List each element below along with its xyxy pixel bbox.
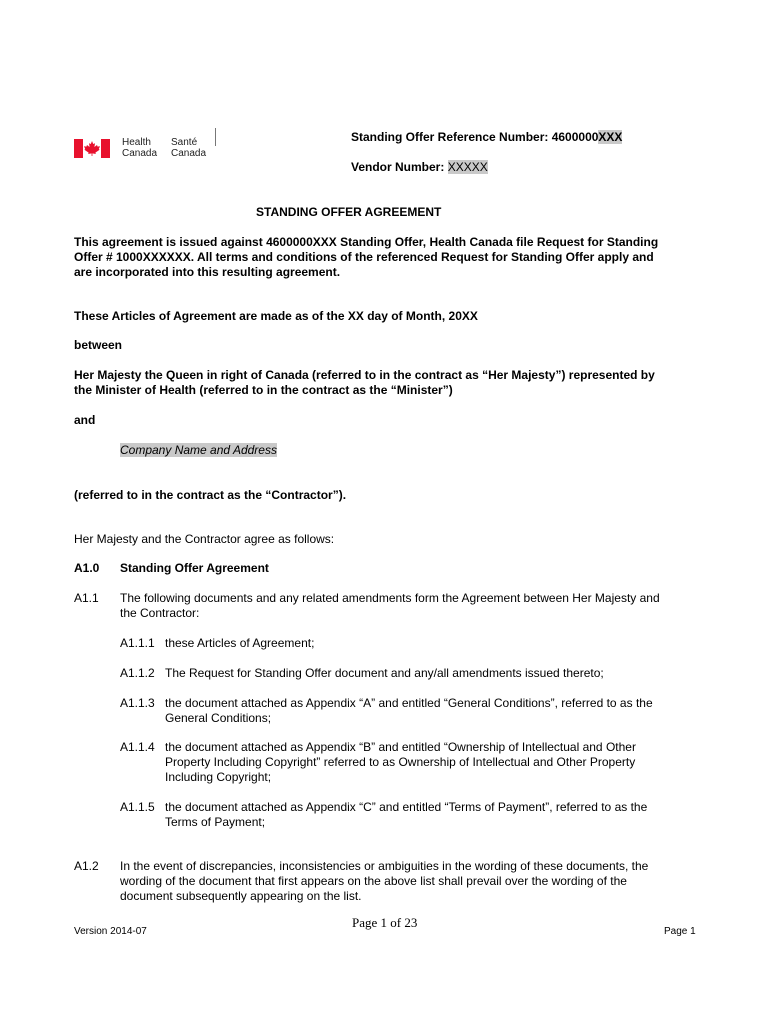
a12-line1: In the event of discrepancies, inconsistencies or ambiguities in the wording of these documents, the	[120, 859, 649, 873]
party1-line1: Her Majesty the Queen in right of Canada (referred to in the contract as “Her Majesty”) represented by	[74, 368, 655, 382]
clause-a12-text	[120, 859, 695, 904]
item-line1: the document attached as Appendix “A” and entitled “General Conditions”, referred to as the	[165, 696, 653, 710]
list-item	[165, 666, 695, 681]
contractor-reference: (referred to in the contract as the “Contractor”).	[74, 488, 347, 502]
clause-a12-number: A1.2	[74, 859, 99, 873]
company-placeholder-text: Company Name and Address	[120, 443, 277, 457]
logo-english-line2: Canada	[122, 148, 158, 159]
item-line2: Property Including Copyright” referred to as Ownership of Intellectual and Other Property	[165, 755, 636, 769]
logo-french-line2: Canada	[171, 148, 207, 159]
agreement-statement: Her Majesty and the Contractor agree as follows:	[74, 532, 335, 546]
footer-version: Version 2014-07	[74, 926, 147, 937]
reference-highlight: XXX	[598, 130, 623, 144]
intro-line3: are incorporated into this resulting agreement.	[74, 265, 341, 279]
party1-line2: the Minister of Health (referred to in the contract as the “Minister”)	[74, 383, 453, 397]
clause-a11-number: A1.1	[74, 591, 99, 605]
item-line1: these Articles of Agreement;	[165, 636, 315, 650]
intro-line1: This agreement is issued against 4600000XXX Standing Offer, Health Canada file Request for Standing	[74, 235, 659, 249]
footer-page-number: Page 1	[664, 926, 696, 937]
section-title: Standing Offer Agreement	[120, 561, 269, 575]
item-line2: Terms of Payment;	[165, 815, 266, 829]
item-line2: General Conditions;	[165, 711, 272, 725]
vendor-number	[351, 160, 488, 175]
item-number: A1.1.2	[120, 666, 155, 680]
item-number: A1.1.3	[120, 696, 155, 710]
a11-line2: the Contractor:	[120, 606, 200, 620]
flag-bar-left	[74, 139, 83, 158]
maple-leaf-icon	[84, 141, 100, 156]
standing-offer-reference	[351, 130, 622, 145]
flag-bar-right	[101, 139, 110, 158]
section-number: A1.0	[74, 561, 100, 575]
a12-line3: document subsequently appearing on the list.	[120, 889, 362, 903]
logo-english-line1: Health	[122, 137, 151, 148]
a12-line2: wording of the document that first appears on the above list shall prevail over the wording of the	[120, 874, 627, 888]
vendor-highlight: XXXXX	[447, 160, 488, 174]
logo-french	[171, 137, 206, 159]
item-line1: the document attached as Appendix “C” and entitled “Terms of Payment”, referred to as the	[165, 800, 648, 814]
and-label: and	[74, 413, 96, 427]
between-label: between	[74, 338, 123, 352]
intro-line2: Offer # 1000XXXXXX. All terms and conditions of the referenced Request for Standing Offer apply and	[74, 250, 654, 264]
list-item	[165, 800, 695, 830]
footer-page-of: Page 1 of 23	[352, 915, 418, 930]
list-item	[165, 636, 695, 651]
party-her-majesty	[74, 368, 694, 398]
item-line3: Including Copyright;	[165, 770, 272, 784]
reference-label: Standing Offer Reference Number: 4600000	[351, 130, 599, 144]
list-item	[165, 696, 695, 726]
page-title: STANDING OFFER AGREEMENT	[256, 205, 442, 219]
clause-a11-text	[120, 591, 695, 621]
item-line1: the document attached as Appendix “B” and entitled “Ownership of Intellectual and Other	[165, 740, 636, 754]
articles-date: These Articles of Agreement are made as of the XX day of Month, 20XX	[74, 309, 478, 323]
item-number: A1.1.1	[120, 636, 155, 650]
a11-line1: The following documents and any related amendments form the Agreement between Her Majesty and	[120, 591, 660, 605]
intro-paragraph	[74, 235, 694, 280]
logo-divider	[215, 128, 216, 146]
item-line1: The Request for Standing Offer document and any/all amendments issued thereto;	[165, 666, 604, 680]
logo-french-line1: Santé	[171, 137, 198, 148]
item-number: A1.1.5	[120, 800, 155, 814]
list-item	[165, 740, 695, 785]
canada-flag-icon	[74, 139, 110, 158]
vendor-label: Vendor Number:	[351, 160, 445, 174]
item-number: A1.1.4	[120, 740, 155, 754]
company-placeholder	[120, 443, 277, 458]
logo-english	[122, 137, 157, 159]
